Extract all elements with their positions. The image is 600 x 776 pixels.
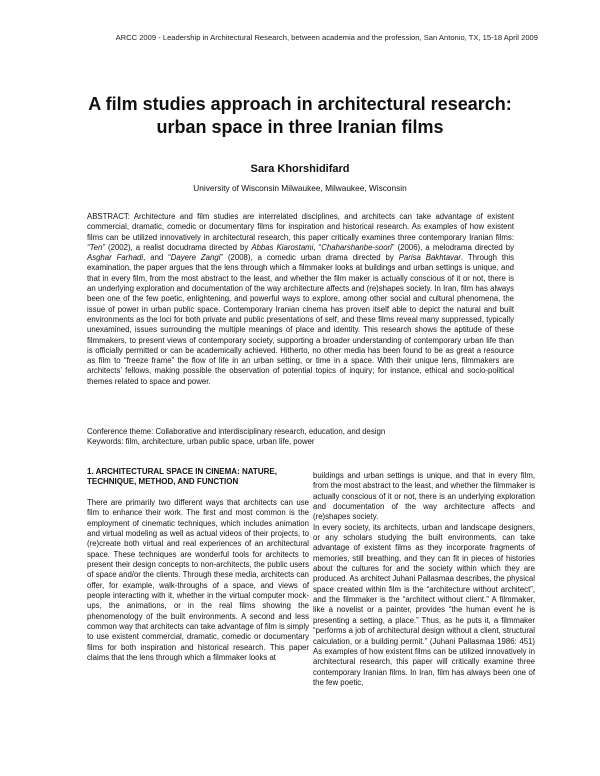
abstract-text-segment: ” (2006), a melodrama directed by bbox=[391, 242, 514, 252]
abstract-text-segment: , and “ bbox=[143, 253, 171, 263]
right-column bbox=[313, 471, 535, 688]
conference-theme: Conference theme: Collaborative and interdisciplinary research, education, and design bbox=[87, 427, 386, 436]
abstract-text-segment: , “ bbox=[313, 242, 322, 252]
author-affiliation: University of Wisconsin Milwaukee, Milwaukee, Wisconsin bbox=[193, 183, 407, 193]
paper-title bbox=[60, 93, 540, 139]
keywords: Keywords: film, architecture, urban public space, urban life, power bbox=[87, 437, 315, 447]
abstract-italic-segment: Dayere Zangi bbox=[170, 253, 221, 263]
abstract-italic-segment: Parisa Bakhtavar bbox=[398, 253, 461, 263]
title-line-1: A film studies approach in architectural research: bbox=[88, 94, 512, 114]
paper-meta bbox=[87, 427, 514, 448]
title-line-2: urban space in three Iranian films bbox=[156, 117, 444, 137]
author-name: Sara Khorshidifard bbox=[250, 163, 350, 175]
running-header: ARCC 2009 - Leadership in Architectural Research, between academia and the profession, San Antonio, TX, 15-18 April 2009 bbox=[115, 33, 538, 42]
abstract-text-segment: ” (2008), a comedic urban drama directed by bbox=[220, 253, 399, 263]
abstract bbox=[87, 212, 514, 387]
left-column bbox=[87, 467, 309, 663]
abstract-italic-segment: Abbas Kiarostami bbox=[251, 242, 314, 252]
abstract-text-segment: (2002), a realist docudrama directed by bbox=[104, 242, 252, 252]
abstract-italic-segment: Asghar Farhadi bbox=[87, 253, 144, 263]
abstract-body bbox=[87, 212, 514, 386]
abstract-italic-segment: “Ten” bbox=[87, 242, 105, 252]
abstract-text-segment: . Through this examination, the paper argues that the lens through which a filmmaker looks at buildings and urban settings is unique, and that in every film, from the most abstract to the least, and whether the film maker is actually conscious of it or not, there is an underlying exploration and documentation of the way architecture affects and (re)shapes society. In Iran, film has always been one of the few poetic, enlightening, and powerful ways to explore, among other social and cultural phenomena, the issue of power in urban public space. Contemporary Iranian cinema has proven itself able to depict the natural and built environments as the loci for both private and public presentations of self, and these films reveal many suppressed, typically unexamined, issues surrounding the multiple meanings of place and identity. This research shows the aptitude of these filmmakers, to present views of contemporary society, supporting a broader understanding of contemporary urban life than is officially permitted or can be academically achieved. Hitherto, no other media has been found to be as great a resource as film to “freeze frame” the flow of life in an urban setting, or time in a space. With their unique lens, filmmakers are architects’ fellows, making possible the observation of potential topics of inquiry; for instance, ethical and socio-political themes related to space and power. bbox=[87, 253, 514, 386]
left-column-paragraph: There are primarily two different ways that architects can use film to enhance their work. The first and most common is the employment of cinematic techniques, which includes animation and virtual modeling as well as actual videos of their projects, to (re)create both virtual and real experiences of an architectural space. These techniques are wonderful tools for architects to present their design concepts to non-architects, the public users of space and/or the clients. Through these media, architects can offer, for example, walk-throughs of a space, and views of people interacting with it, whether in the virtual computer mock-ups, the animations, or in the real films showing the phenomenology of the built environments. A second and less common way that architects can take advantage of film is simply to use existent commercial, dramatic, comedic or documentary films for both inspiration and historical research. This paper claims that the lens through which a filmmaker looks at bbox=[87, 497, 309, 662]
abstract-italic-segment: Chaharshanbe-soori bbox=[321, 242, 392, 252]
right-column-paragraph-1: buildings and urban settings is unique, and that in every film, from the most abstract to the least, and whether the filmmaker is actually conscious of it or not, there is an underlying exploration and documentation of the way architecture affects and (re)shapes society. bbox=[313, 471, 535, 522]
abstract-text-segment: Architecture and film studies are interrelated disciplines, and architects can take advantage of existent commercial, dramatic, comedic or documentary films for inspiration and historical research. As examples of how existent films can be utilized innovatively in architectural research, this paper critically examines three contemporary Iranian films: bbox=[87, 212, 514, 242]
section-heading: 1. ARCHITECTURAL SPACE IN CINEMA: NATURE, TECHNIQUE, METHOD, AND FUNCTION bbox=[87, 467, 277, 487]
right-column-paragraph-2: In every society, its architects, urban and landscape designers, or any scholars studying the built environments, can take advantage of existent films as they incorporate fragments of memories, still breathing, and they can fit in pieces of histories about the cultures for and the society within which they are produced. As architect Juhani Pallasmaa describes, the physical space created within film is the “architecture without architect”, and the filmmaker is the “architect without client.” A filmmaker, like a novelist or a painter, provides “the human event he is presenting a setting, a place.” Thus, as he puts it, a filmmaker “performs a job of architectural design without a client, structural calculation, or a building permit.” (Juhani Pallasmaa 1986: 451) As examples of how existent films can be utilized innovatively in architectural research, this paper will critically examine three contemporary Iranian films. In Iran, film has always been one of the few poetic, bbox=[313, 522, 535, 687]
abstract-label: ABSTRACT: bbox=[87, 212, 130, 221]
